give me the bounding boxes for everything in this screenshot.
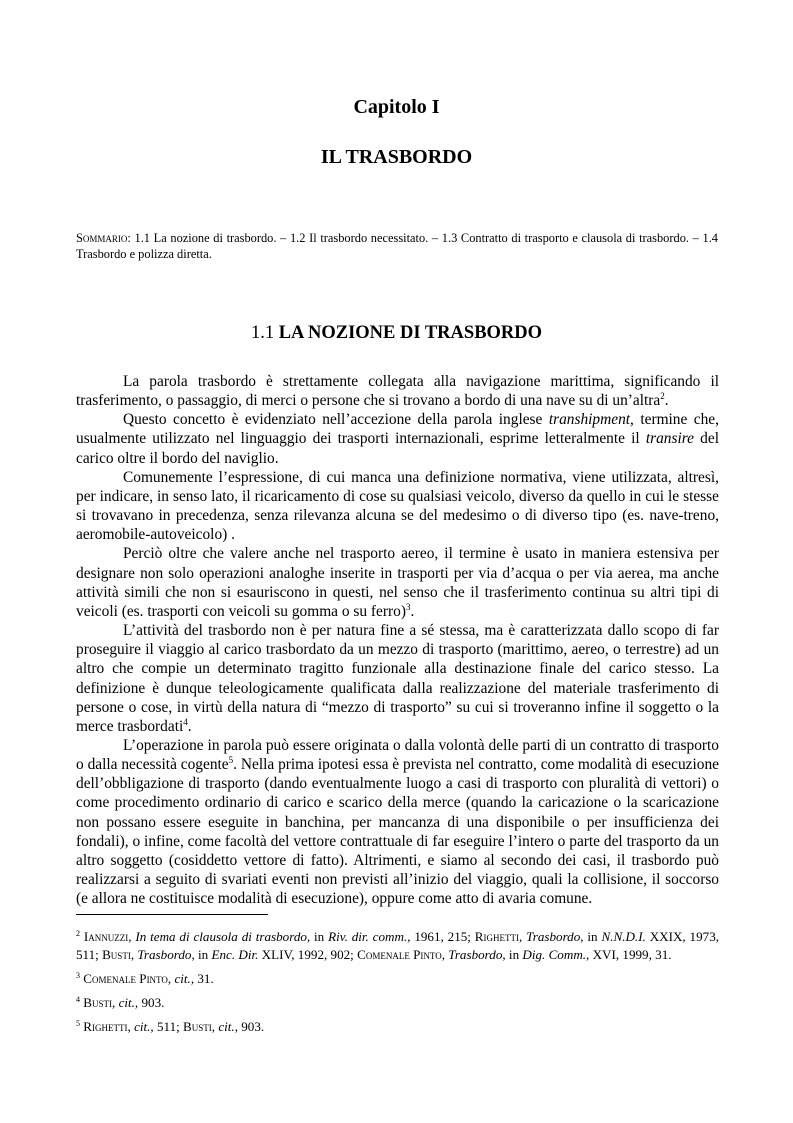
- author-name: Righetti: [83, 1019, 128, 1034]
- footnote-text: ,: [519, 929, 527, 944]
- footnote-text: ,: [128, 929, 136, 944]
- footnote-number: 5: [76, 1019, 80, 1028]
- footnote-ref[interactable]: 3: [405, 601, 411, 612]
- paragraph-text: , termine che, usualmente utilizzato nel linguaggio dei trasporti internazionali, esprime letteralmente il: [76, 411, 719, 448]
- author-name: Comenale Pinto: [83, 971, 168, 986]
- section-heading: [0, 323, 793, 344]
- chapter-title: IL TRASBORDO: [320, 146, 473, 168]
- work-title: Trasbordo: [137, 947, 192, 962]
- section-title: LA NOZIONE DI TRASBORDO: [278, 323, 543, 343]
- footnote-text: ,: [127, 1019, 135, 1034]
- footnote: [76, 1018, 719, 1036]
- paragraph-text: Comunemente l’espressione, di cui manca una definizione normativa, viene utilizzata, altresì, per indicare, in senso lato, il ricaricamento di cose su qualsiasi veicolo, diverso da quello in cui le stesse si trovavano in precedenza, senza rilevanza alcuna se del medesimo o di diverso tipo (es. nave-treno, aeromobile-autoveicolo) .: [76, 468, 719, 544]
- citation-abbrev: cit.,: [174, 971, 195, 986]
- footnote-ref[interactable]: 5: [228, 755, 234, 766]
- footnote-text: , in: [191, 947, 212, 962]
- footnote-number: 3: [76, 971, 80, 980]
- paragraph-text: del carico oltre il bordo del naviglio.: [76, 430, 719, 467]
- footnote-ref[interactable]: 2: [660, 391, 665, 402]
- chapter-label: Capitolo I: [353, 96, 440, 118]
- footnote-text: ,: [211, 1019, 219, 1034]
- journal-title: Riv. dir. comm.,: [328, 929, 411, 944]
- paragraph: [76, 468, 719, 545]
- footnote-number: 2: [76, 929, 80, 938]
- emphasis-term: transire: [645, 430, 695, 448]
- author-name: Busti: [83, 995, 113, 1010]
- footnote-text: 903.: [237, 1019, 265, 1034]
- work-title: Trasbordo: [526, 929, 581, 944]
- citation-abbrev: cit.,: [218, 1019, 238, 1034]
- footnote-text: XXIX, 1973, 511;: [76, 929, 720, 962]
- citation-abbrev: cit.,: [134, 1019, 154, 1034]
- paragraph: [76, 372, 719, 410]
- author-name: Comenale Pinto: [357, 947, 442, 962]
- footnote-text: ,: [130, 947, 138, 962]
- work-title: Trasbordo,: [448, 947, 506, 962]
- author-name: Righetti: [474, 929, 520, 944]
- footnote-text: ,: [441, 947, 449, 962]
- footnote: [76, 928, 719, 964]
- footnote-text: in: [505, 947, 523, 962]
- paragraph-text: .: [187, 717, 192, 735]
- paragraph-text: Perciò oltre che valere anche nel trasporto aereo, il termine è usato in maniera estensiva per designare non solo operazioni analoghe inserite in trasporti per via d’acqua o per via aerea, ma anche attività simili che non si esauriscono in questi, nel senso che il trasferimento continua su altri tipi di veicoli (es. trasporti con veicoli su gomma o su ferro): [76, 545, 719, 620]
- author-name: Busti: [183, 1019, 212, 1034]
- footnote-text: ,: [112, 995, 119, 1010]
- summary-text: : 1.1 La nozione di trasbordo. – 1.2 Il trasbordo necessitato. – 1.3 Contratto di trasporto e clausola di trasbordo. – 1.4 Trasbordo e polizza diretta.: [76, 231, 718, 261]
- paragraph-text: . Nella prima ipotesi essa è prevista nel contratto, come modalità di esecuzione dell’obbligazione di trasporto (dando eventualmente luogo a casi di trasporto con pluralità di vettori) o come procedimento ordinario di carico e scarico della merce (quando la caricazione o la scaricazione non possano essere eseguite in banchina, per mancanza di una disponibile o per insufficienza dei fondali), o infine, come facoltà del vettore contrattuale di far eseguire l’intero o parte del trasporto da un altro soggetto (cosiddetto vettore di fatto). Altrimenti, e siamo al secondo dei casi, il trasbordo può realizzarsi a seguito di svariati eventi non previsti all’inizio del viaggio, quali la collisione, il soccorso (e allora ne costituisce modalità di esecuzione), oppure come atto di avaria comune.: [76, 756, 719, 908]
- work-title: In tema di clausola di trasbordo,: [135, 929, 311, 944]
- paragraph: [76, 736, 719, 908]
- footnote-text: XLIV, 1992, 902;: [258, 947, 358, 962]
- journal-title: Enc. Dir.: [211, 947, 259, 962]
- paragraph-text: La parola trasbordo è strettamente collegata alla navigazione marittima, significando il trasferimento, o passaggio, di merci o persone che si trovano a bordo di una nave su di un’altra: [76, 373, 719, 410]
- journal-title: Dig. Comm.,: [522, 947, 590, 962]
- paragraph-text: L’operazione in parola può essere originata o dalla volontà delle parti di un contratto di trasporto o dalla necessità cogente: [76, 736, 719, 774]
- paragraph-text: .: [410, 602, 415, 620]
- section-number: 1.1: [250, 323, 275, 343]
- footnote-text: 511;: [153, 1019, 184, 1034]
- footnote-text: ,: [167, 971, 175, 986]
- footnote-text: , in: [580, 929, 602, 944]
- journal-title: N.N.D.I.: [601, 929, 646, 944]
- paragraph-text: .: [664, 392, 669, 410]
- paragraph: [76, 410, 719, 467]
- chapter-summary: [76, 230, 718, 262]
- footnote-text: in: [310, 929, 329, 944]
- footnote-ref[interactable]: 4: [183, 716, 188, 727]
- footnote-text: 31.: [194, 971, 214, 986]
- emphasis-term: transhipment: [548, 411, 631, 429]
- author-name: Busti: [102, 947, 131, 962]
- paragraph-text: L’attività del trasbordo non è per natura fine a sé stessa, ma è caratterizzata dallo scopo di far proseguire il viaggio al carico trasbordato da un mezzo di trasporto (marittimo, aereo, o terrestre) ad un altro che compie un determinato tragitto funzionale alla destinazione finale del carico stesso. La definizione è dunque teleologicamente qualificata dalla realizzazione del materiale trasferimento di persone o cose, in virtù della natura di “mezzo di trasporto” su cui si troveranno infine il soggetto o la merce trasbordati: [76, 622, 719, 735]
- author-name: Iannuzzi: [83, 929, 129, 944]
- footnote-text: 1961, 215;: [410, 929, 475, 944]
- paragraph-text: Questo concetto è evidenziato nell’accezione della parola inglese: [123, 411, 549, 429]
- summary-label: Sommario: [76, 231, 128, 245]
- footnote-number: 4: [76, 995, 80, 1004]
- citation-abbrev: cit.,: [118, 995, 139, 1010]
- paragraph: [76, 544, 719, 621]
- footnote: [76, 994, 719, 1012]
- footnote-text: 903.: [138, 995, 165, 1010]
- footnotes: [76, 928, 719, 1042]
- footnote-text: XVI, 1999, 31.: [589, 947, 672, 962]
- body-text: [76, 372, 719, 908]
- paragraph: [76, 621, 719, 736]
- footnote-separator: [76, 914, 268, 915]
- footnote: [76, 970, 719, 988]
